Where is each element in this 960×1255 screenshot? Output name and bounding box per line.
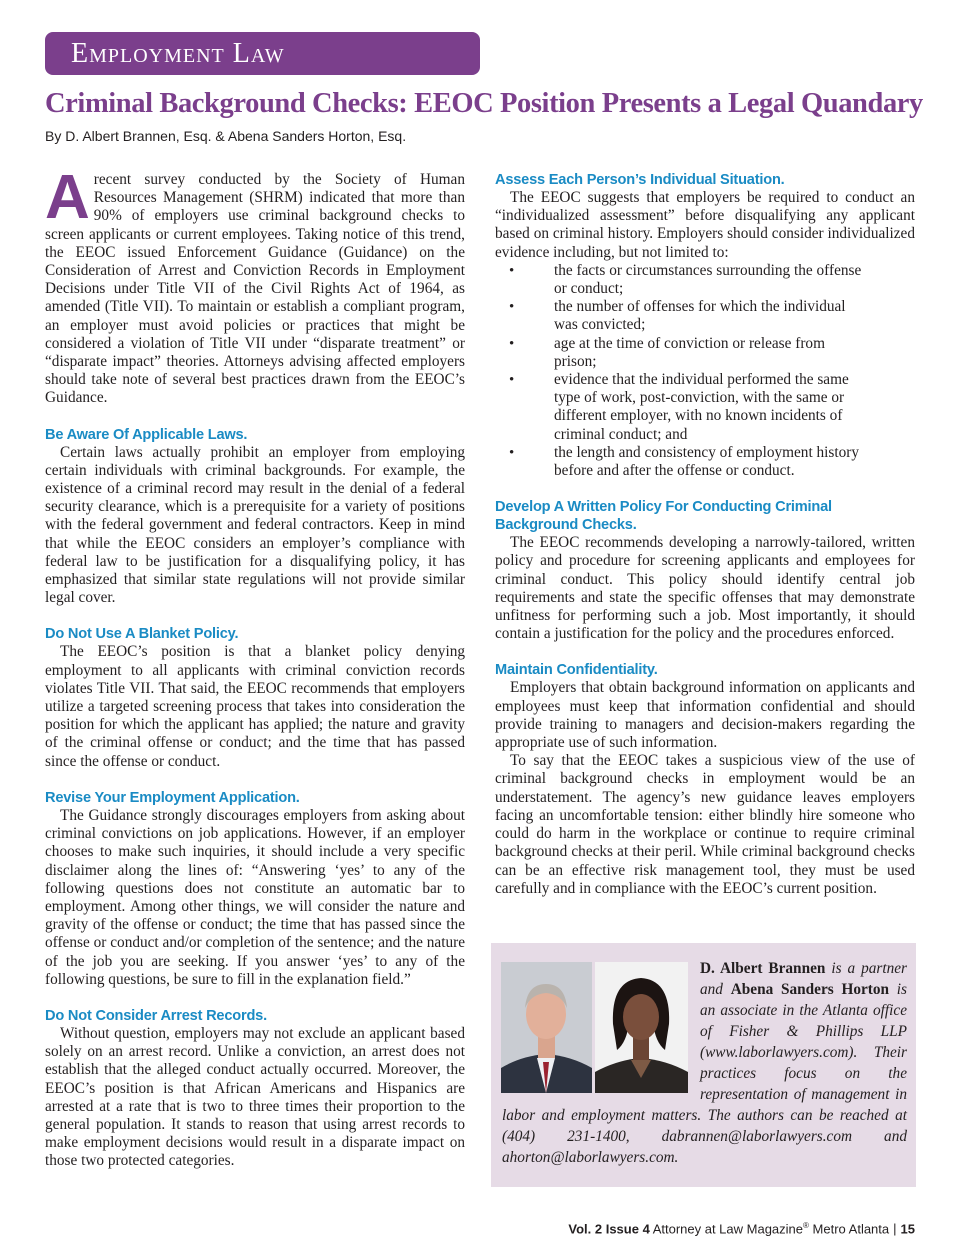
assessment-factors-list xyxy=(495,262,915,480)
byline: By D. Albert Brannen, Esq. & Abena Sanders Horton, Esq. xyxy=(45,128,407,144)
page-number: 15 xyxy=(900,1221,915,1237)
heading-confidentiality: Maintain Confidentiality. xyxy=(495,662,658,679)
paragraph-written-policy: The EEOC recommends developing a narrowly-tailored, written policy and procedure for screening applicants and employees for criminal conduct. This policy should identify central job requirements and state the specific offenses that may demonstrate unfitness for performing such a job. Most importantly, it should contain a justification for the policy and the procedures enforced. xyxy=(495,534,915,643)
author-bio-text xyxy=(502,958,907,1168)
section-banner xyxy=(45,32,480,75)
author-name-brannen: D. Albert Brannen xyxy=(700,960,826,977)
drop-cap: A xyxy=(45,163,90,232)
left-column xyxy=(45,163,465,1171)
heading-arrest-records: Do Not Consider Arrest Records. xyxy=(45,1007,267,1024)
issue-label: Vol. 2 Issue 4 xyxy=(568,1221,650,1237)
article-headline: Criminal Background Checks: EEOC Position Presents a Legal Quandary xyxy=(45,88,923,119)
heading-applicable-laws: Be Aware Of Applicable Laws. xyxy=(45,426,248,443)
author-name-horton: Abena Sanders Horton xyxy=(730,981,890,998)
paragraph-arrest-records: Without question, employers may not exclude an applicant based solely on an arrest record. Unlike a conviction, an arrest does not establish that the alleged conduct actually occurred. Moreover, the EEOC’s position is that African Americans and Hispanics are arrested at a rate that is two to three times their proportion to the general population. It stands to reason that using arrest records to make employment decisions would result in a disparate impact on those two protected categories. xyxy=(45,1024,465,1170)
page-footer xyxy=(568,1221,915,1236)
heading-blanket-policy: Do Not Use A Blanket Policy. xyxy=(45,626,239,643)
right-column xyxy=(495,171,915,898)
paragraph-blanket-policy: The EEOC’s position is that a blanket policy denying employment to all applicants with criminal conviction records violates Title VII. That said, the EEOC recommends that employers utilize a targeted screening process that takes into consideration the position for which the applicant has applied; the nature and gravity of the criminal offense or conduct; and the time that has passed since the offense or conduct. xyxy=(45,643,465,770)
heading-employment-application: Revise Your Employment Application. xyxy=(45,789,300,806)
heading-written-policy: Develop A Written Policy For Conducting Criminal Background Checks. xyxy=(495,499,832,534)
paragraph-conclusion: To say that the EEOC takes a suspicious view of the use of criminal background checks in employment would be an understatement. The agency’s new guidance leaves employers facing an uncomfortable tension: either blindly hire someone who could do harm in the workplace or continue to require criminal background checks at their peril. While criminal background checks can be an effective risk management tool, they must be used carefully and in compliance with the EEOC’s current position. xyxy=(495,752,915,897)
footer-divider: | xyxy=(893,1221,897,1237)
paragraph-individual-situation: The EEOC suggests that employers be required to conduct an “individualized assessment” before disqualifying any applicant based on criminal history. Employers should consider individualized evidence including, but not limited to: xyxy=(495,189,915,261)
registered-mark: ® xyxy=(803,1221,809,1230)
city-name: Metro Atlanta xyxy=(808,1221,890,1237)
magazine-name: Attorney at Law Magazine xyxy=(649,1221,804,1237)
intro-paragraph xyxy=(45,163,465,408)
list-item: • the length and consistency of employment history before and after the offense or conduct. xyxy=(495,444,915,480)
list-item: • the facts or circumstances surrounding the offense or conduct; xyxy=(495,262,915,298)
intro-text: recent survey conducted by the Society of Human Resources Management (SHRM) indicated that more than 90% of employers use criminal background checks to screen applicants or current employees. Taking notice of this trend, the EEOC issued Enforcement Guidance (Guidance) on the Consideration of Arrest and Conviction Records in Employment Decisions under Title VII of the Civil Rights Act of 1964, as amended (Title VII). To maintain or establish a compliant program, an employer must avoid policies or practices that might be considered a violation of Title VII under “disparate treatment” or “disparate impact” theories. Attorneys advising affected employers should take note of several best practices drawn from the EEOC’s Guidance. xyxy=(45,171,465,407)
paragraph-applicable-laws: Certain laws actually prohibit an employer from employing certain individuals with criminal backgrounds. For example, the existence of a criminal record may result in the denial of a federal security clearance, which is a prerequisite for a variety of positions with the federal government and federal contractors. Keep in mind that while the EEOC considers an employer’s compliance with federal law to be justification for a disqualifying policy, it has emphasized that similar state regulations will not provide similar legal cover. xyxy=(45,443,465,607)
bio-text-segment: is a partner and xyxy=(700,960,907,998)
section-title: Employment Law xyxy=(71,37,285,69)
heading-individual-situation: Assess Each Person’s Individual Situation. xyxy=(495,172,785,188)
list-item: • the number of offenses for which the individual was convicted; xyxy=(495,298,915,334)
paragraph-employment-application: The Guidance strongly discourages employers from asking about criminal convictions on job applications. However, if an employer chooses to make such inquiries, it should include a very specific disclaimer along the lines of: “Answering ‘yes’ to any of the following questions does not constitute an automatic bar to employment. Among other things, we will consider the nature and gravity of the offense or conduct; the time that has passed since the offense or conduct and/or completion of the sentence; and the nature of the job you are seeking. If you answer ‘yes’ to any of the following questions, be sure to fill in the explanation field.” xyxy=(45,806,465,988)
list-item: • evidence that the individual performed the same type of work, post-conviction, with the same or different employer, with no known incidents of criminal conduct; and xyxy=(495,371,915,444)
list-item: • age at the time of conviction or release from prison; xyxy=(495,335,915,371)
paragraph-confidentiality: Employers that obtain background information on applicants and employees must keep that information confidential and should provide training to managers and decision-makers regarding the appropriate use of such information. xyxy=(495,679,915,752)
bio-text-segment: is an associate in the Atlanta office of Fisher & Phillips LLP (www.laborlawyers.com). Their practices focus on the representation of management in labor and employment matters. The authors can be reached at (404) 231-1400, dabrannen@laborlawyers.com and ahorton@laborlawyers.com. xyxy=(502,981,907,1166)
author-bio-box xyxy=(491,943,916,1187)
